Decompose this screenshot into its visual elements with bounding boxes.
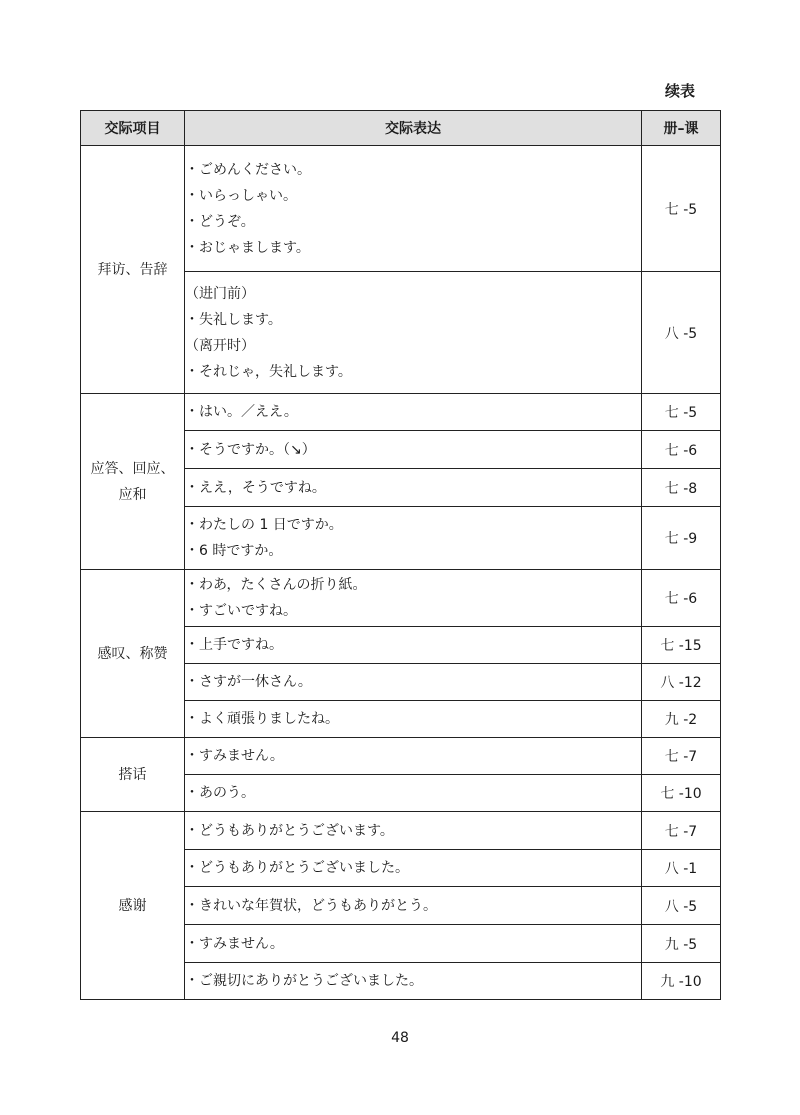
expression-cell: ・きれいな年賀状，どうもありがとう。 (185, 887, 642, 925)
expression-cell: ・どうもありがとうございます。 (185, 812, 642, 850)
expression-cell: ・ご親切にありがとうございました。 (185, 963, 642, 1000)
table-row (81, 570, 721, 627)
table-row (81, 738, 721, 775)
expression-cell: ・ごめんください。 ・いらっしゃい。 ・どうぞ。 ・おじゃまします。 (185, 146, 642, 272)
lesson-ref-cell: 七 -6 (642, 570, 721, 627)
lesson-ref-cell: 七 -10 (642, 775, 721, 812)
category-cell: 拜访、告辞 (81, 146, 185, 394)
lesson-ref-cell: 八 -5 (642, 887, 721, 925)
expression-cell: ・ええ，そうですね。 (185, 469, 642, 507)
table-row (81, 394, 721, 431)
lesson-ref-cell: 九 -5 (642, 925, 721, 963)
expression-cell: ・はい。／ええ。 (185, 394, 642, 431)
table-row (81, 146, 721, 272)
expression-cell: ・わあ，たくさんの折り紙。 ・すごいですね。 (185, 570, 642, 627)
expression-cell: ・そうですか。（↘） (185, 431, 642, 469)
lesson-ref-cell: 八 -5 (642, 272, 721, 394)
expression-cell: ・さすが一休さん。 (185, 664, 642, 701)
continued-label: 续表 (664, 82, 695, 100)
lesson-ref-cell: 八 -12 (642, 664, 721, 701)
table-header-row (81, 111, 721, 146)
expression-cell: ・よく頑張りましたね。 (185, 701, 642, 738)
expression-cell: ・わたしの 1 日ですか。 ・6 時ですか。 (185, 507, 642, 570)
category-cell: 应答、回应、 应和 (81, 394, 185, 570)
lesson-ref-cell: 七 -7 (642, 812, 721, 850)
communication-table (80, 110, 721, 1000)
expression-cell: ・すみません。 (185, 925, 642, 963)
lesson-ref-cell: 七 -8 (642, 469, 721, 507)
column-header-item: 交际项目 (81, 111, 185, 146)
lesson-ref-cell: 七 -5 (642, 394, 721, 431)
lesson-ref-cell: 七 -6 (642, 431, 721, 469)
expression-cell: ・どうもありがとうございました。 (185, 850, 642, 887)
column-header-expression: 交际表达 (185, 111, 642, 146)
lesson-ref-cell: 七 -5 (642, 146, 721, 272)
category-cell: 感谢 (81, 812, 185, 1000)
lesson-ref-cell: 八 -1 (642, 850, 721, 887)
lesson-ref-cell: 七 -7 (642, 738, 721, 775)
column-header-lesson: 册–课 (642, 111, 721, 146)
category-cell: 感叹、称赞 (81, 570, 185, 738)
expression-cell: ・あのう。 (185, 775, 642, 812)
expression-cell: ・すみません。 (185, 738, 642, 775)
lesson-ref-cell: 七 -9 (642, 507, 721, 570)
expression-cell: ・上手ですね。 (185, 627, 642, 664)
expression-cell: （进门前） ・失礼します。 （离开时） ・それじゃ，失礼します。 (185, 272, 642, 394)
lesson-ref-cell: 九 -10 (642, 963, 721, 1000)
page-number: 48 (391, 1030, 409, 1046)
category-cell: 搭话 (81, 738, 185, 812)
lesson-ref-cell: 七 -15 (642, 627, 721, 664)
lesson-ref-cell: 九 -2 (642, 701, 721, 738)
table-row (81, 812, 721, 850)
